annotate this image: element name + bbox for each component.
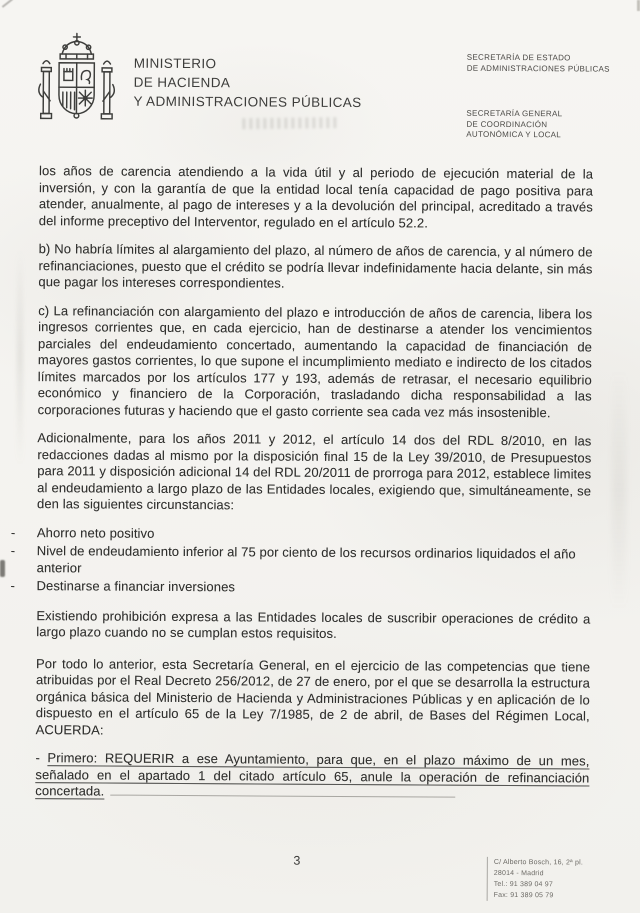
address-line: Tel.: 91 389 04 97 [493,880,554,889]
list-item-text: Nivel de endeudamiento inferior al 75 por ciento de los recursos ordinarios liquidados el año anterior [36,543,576,575]
address-line: Fax: 91 389 05 79 [493,891,554,900]
address-line: C/ Alberto Bosch, 16, 2ª pl. [493,858,584,867]
secretaria-general-label: SECRETARÍA GENERAL DE COORDINACIÓN AUTONÓMICA Y LOCAL [466,108,563,140]
primero-paragraph [35,750,589,803]
underline-tail-artifact [110,784,455,798]
body-paragraph: c) La refinanciación con alargamiento del plazo e introducción de años de carencia, libera los ingresos corrientes que, en cada ejercicio, han de destinarse a atender los vencimientos parciales del endeudamiento concertado, aumentando la capacidad de financiación de mayores gastos corrientes, lo que supone el incumplimiento mediato e indirecto de los citados límites marcados por los artículos 177 y 193, además de retrasar, el necesario equilibrio económico y financiero de la Corporación, trasladando dicha responsabilidad a las corporaciones futuras y haciendo que el gasto corriente sea cada vez más insostenible. [37,302,593,420]
list-item-text: Destinarse a financiar inversiones [36,578,236,595]
list-item-text: Ahorro neto positivo [36,524,155,541]
primero-underlined-text: Primero: REQUERIR a ese Ayuntamiento, para que, en el plazo máximo de un mes, señalado en el apartado 1 del citado artículo 65, anule la operación de refinanciación concertada. [35,750,590,799]
spain-coat-of-arms-icon [32,30,121,141]
secretaria-estado-label: SECRETARÍA DE ESTADO DE ADMINISTRACIONES PÚBLICAS [466,52,610,74]
ministry-line: MINISTERIO [133,55,217,72]
body-paragraph: los años de carencia atendiendo a la vida útil y al periodo de ejecución material de la inversión, y con la garantía de que la entidad local tenía capacidad de pago positiva para atender, anualmente, al pago de intereses y a la devolución del principal, acreditado a través del informe preceptivo del Interventor, regulado en el artículo 52.2. [38,163,594,230]
footer-address [487,857,583,902]
bullet-dash: - [10,577,16,593]
body-paragraph: Existiendo prohibición expresa a las Entidades locales de suscribir operaciones de crédito a largo plazo cuando no se cumplan estos requisitos. [36,607,591,641]
body-paragraph: Por todo lo anterior, esta Secretaría General, en el ejercicio de las competencias que tiene atribuidas por el Real Decreto 256/2012, de 27 de enero, por el que se desarrolla la estructura orgánica básica del Ministerio de Hacienda y Administraciones Públicas y en aplicación de lo dispuesto en el artículo 65 de la Ley 7/1985, de 2 de abril, de Bases del Régimen Local, ACUERDA: [35,655,591,738]
document-body [10,163,594,815]
list-item [10,577,590,598]
bullet-list [10,524,590,598]
list-item [10,524,591,545]
address-line: 28014 - Madrid [493,869,544,878]
ministry-name [133,54,361,112]
ministry-line: Y ADMINISTRACIONES PÚBLICAS [133,93,362,111]
bullet-dash: - [10,542,16,558]
body-paragraph: Adicionalmente, para los años 2011 y 2012, el artículo 14 dos del RDL 8/2010, en las redacciones dadas al mismo por la disposición final 15 de la Ley 39/2010, de Presupuestos para 2011 y disposición adicional 14 del RDL 20/2011 de prorroga para 2012, establece limites al endeudamiento a largo plazo de las Entidades locales, exigiendo que, simultáneamente, se den las siguientes circunstancias: [37,430,592,513]
primero-dash: - [35,750,48,766]
faint-stamp-artifact [242,117,337,129]
ministry-line: DE HACIENDA [133,74,231,91]
page-number: 3 [293,853,301,868]
body-paragraph: b) No habría límites al alargamiento del plazo, al número de años de carencia, y al número de refinanciaciones, puesto que el crédito se podría llevar indefinidamente hacia delante, sin más que pagar los intereses correspondientes. [38,241,593,291]
bullet-dash: - [10,524,16,540]
list-item [10,542,591,579]
